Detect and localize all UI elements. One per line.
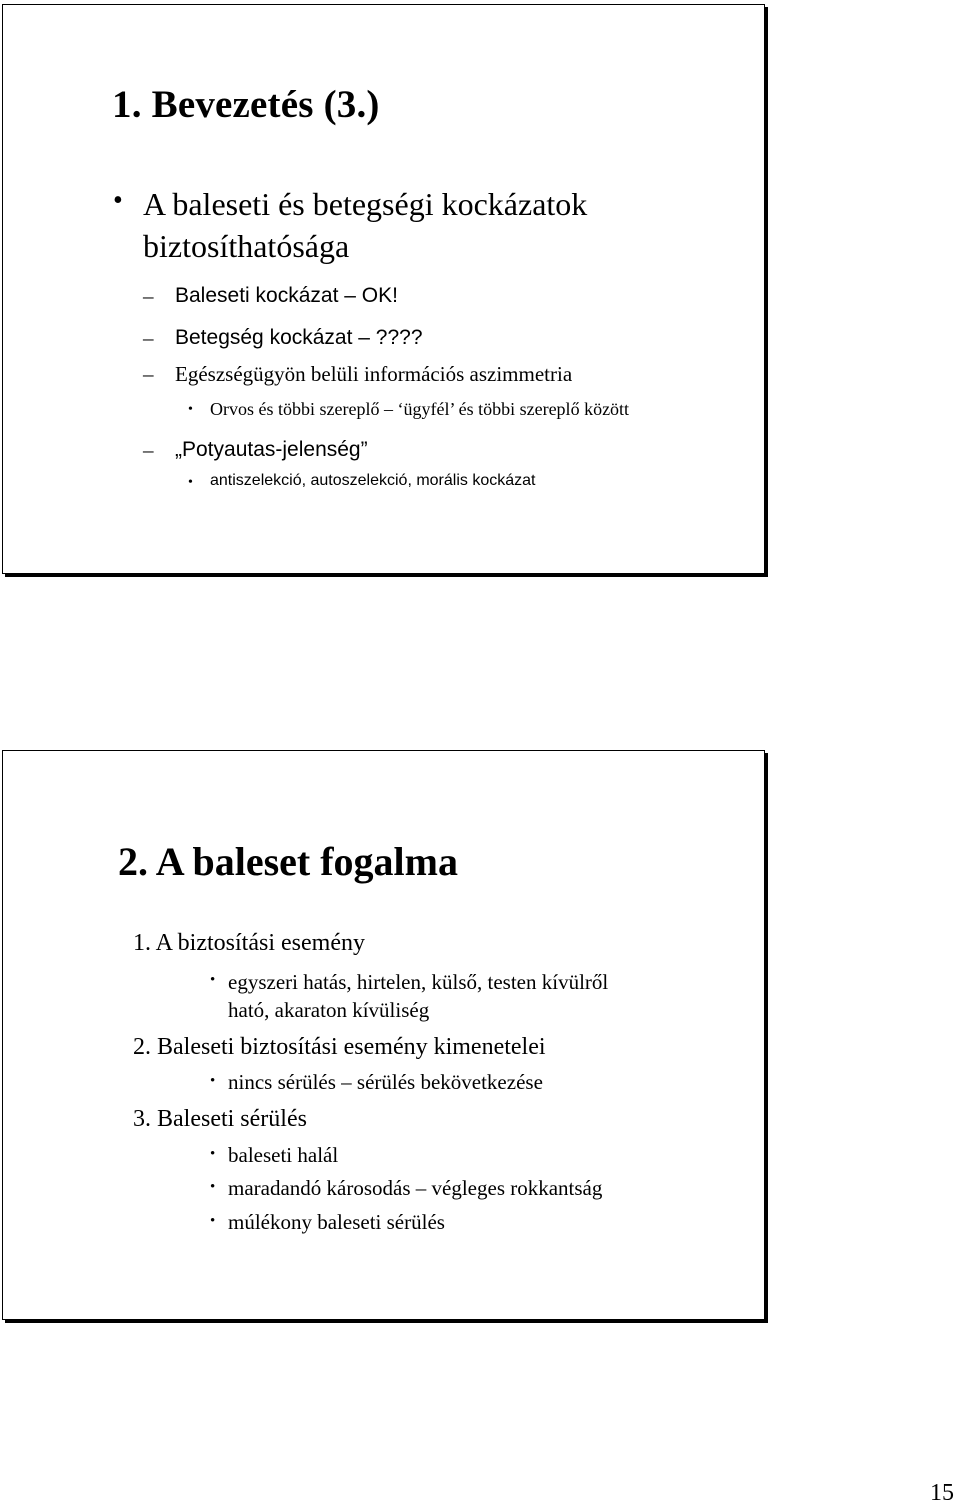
sub-item-2: Betegség kockázat – ???? xyxy=(175,326,423,349)
bullet-icon: • xyxy=(210,972,216,988)
numbered-item-3: 3. Baleseti sérülés xyxy=(133,1106,307,1132)
numbered-item-3-bullet-1: baleseti halál xyxy=(228,1143,339,1167)
numbered-item-3-bullet-3: múlékony baleseti sérülés xyxy=(228,1210,445,1234)
sub-item-3: Egészségügyön belüli információs aszimmetria xyxy=(175,362,573,386)
numbered-item-1-bullet: egyszeri hatás, hirtelen, külső, testen kívülről xyxy=(228,970,609,994)
main-bullet-line-2: biztosíthatósága xyxy=(143,228,350,264)
dash-icon: – xyxy=(143,362,154,386)
sub-sub-item-1: Orvos és többi szereplő – ‘ügyfél’ és többi szereplő között xyxy=(210,399,630,419)
bullet-icon: • xyxy=(210,1073,216,1089)
bullet-icon: • xyxy=(113,185,123,216)
numbered-item-1: 1. A biztosítási esemény xyxy=(133,930,365,956)
sub-sub-item-2: antiszelekció, autoszelekció, morális kockázat xyxy=(210,472,536,489)
dash-icon: – xyxy=(143,326,154,350)
page-number: 15 xyxy=(930,1480,954,1506)
numbered-item-2: 2. Baleseti biztosítási esemény kimenetelei xyxy=(133,1034,546,1060)
numbered-item-2-bullet: nincs sérülés – sérülés bekövetkezése xyxy=(228,1070,543,1094)
dash-icon: – xyxy=(143,284,154,308)
slide-1-title: 1. Bevezetés (3.) xyxy=(112,83,380,126)
numbered-item-3-bullet-2: maradandó károsodás – végleges rokkantság xyxy=(228,1176,603,1200)
bullet-icon: • xyxy=(210,1213,216,1229)
bullet-icon: • xyxy=(210,1146,216,1162)
slide-2-title: 2. A baleset fogalma xyxy=(118,839,458,884)
bullet-icon: • xyxy=(210,1179,216,1195)
bullet-icon: • xyxy=(188,402,193,417)
dash-icon: – xyxy=(143,438,154,462)
bullet-icon: • xyxy=(188,475,193,490)
slide-1-main-bullet xyxy=(143,183,587,267)
sub-item-4: „Potyautas-jelenség” xyxy=(175,438,368,461)
main-bullet-line-1: A baleseti és betegségi kockázatok xyxy=(143,186,588,222)
sub-item-1: Baleseti kockázat – OK! xyxy=(175,284,398,307)
numbered-item-1-continuation: ható, akaraton kívüliség xyxy=(228,998,430,1022)
